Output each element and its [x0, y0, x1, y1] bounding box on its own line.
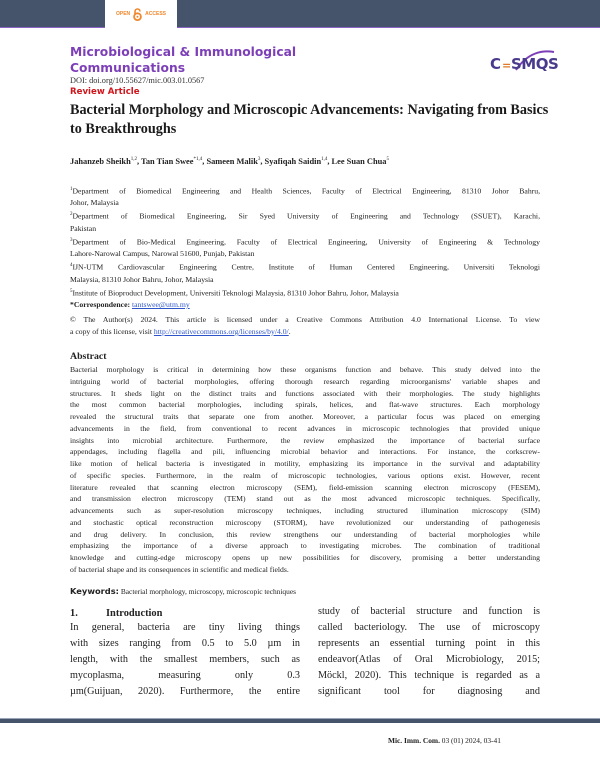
author-name: Lee Suan Chua — [331, 157, 387, 166]
affiliation-text: Malaysia, 81310 Johor Bahru, Johor, Malaysia — [70, 274, 214, 284]
svg-text:C: C — [490, 55, 501, 73]
header-bar — [0, 0, 600, 28]
correspondence — [70, 299, 540, 311]
affiliation-text: IJN-UTM Cardiovascular Engineering Centre, Institute of Human Centered Engineering, Universiti Teknologi — [72, 262, 540, 272]
affiliation-text: Lahore-Narowal Campus, Narowal 51600, Punjab, Pakistan — [70, 249, 255, 259]
text-line: literature revealed that scanning electron microscopy (SEM), field-emission scanning electron microscopy (FESEM), — [70, 482, 540, 492]
author-list: Jahanzeb Sheikh$^{1,2}$, Tan Tian Swee$^{*1,4}$, Sameen Malik$^3$, Syafiqah Saidin$^{1,4}$, Lee Suan Chua$^5$ — [70, 157, 389, 166]
text-line: significant tool for diagnosing and — [318, 686, 540, 697]
affiliation-line — [70, 223, 540, 235]
text-line: like motion of helical bacteria is investigated in motility, emphasizing its importance in the survival and adaptability — [70, 459, 540, 468]
open-access-label-access: ACCESS — [145, 11, 166, 17]
affiliation-line — [70, 286, 540, 299]
text-line: the most common bacterial morphologies, including spirals, helices, and flat-wave structures. Each morphology — [70, 400, 540, 410]
section-heading-introduction — [70, 608, 162, 619]
author-name: Syafiqah Saidin — [264, 157, 322, 166]
text-line: intriguing world of bacterial morphologies, offering thorough research regarding microorganisms' variable shapes and — [70, 376, 540, 386]
keywords — [70, 586, 296, 596]
text-line: and transmission electron microscopy (TEM) stand out as the most advanced microscopic techniques. Specifically, — [70, 494, 540, 504]
text-line: with sizes ranging from 0.5 to 5.0 µm in — [70, 638, 300, 649]
section-number: 1. — [70, 608, 78, 619]
open-lock-icon — [132, 8, 143, 21]
affiliation-line — [70, 209, 540, 222]
affiliation-line — [70, 235, 540, 248]
text-line: appendages, including flagella and pili, influencing microbial behavior and interactions. For instance, the corkscrew- — [70, 447, 540, 457]
license-notice — [70, 314, 540, 338]
open-access-badge — [105, 0, 177, 28]
footer-citation — [388, 736, 501, 745]
affiliation-number: 1 — [70, 187, 73, 192]
affiliation-text: Johor, Malaysia — [70, 198, 119, 208]
affiliation-line — [70, 197, 540, 209]
text-line: length, with the smallest members, such as — [70, 654, 300, 665]
text-line: called bacteriology. The use of microscopy — [318, 622, 540, 633]
text-line: Möckl, 2020). This technique is regarded as a — [318, 670, 540, 681]
affiliation-line — [70, 184, 540, 197]
affiliation-line — [70, 260, 540, 273]
license-text: a copy of this license, visit — [70, 326, 154, 336]
author-name: Tan Tian Swee — [141, 157, 194, 166]
license-period: . — [288, 326, 291, 336]
text-line: of specific species. Furthermore, in the realm of microscopic technologies, various options exist. However, recent — [70, 470, 540, 480]
text-line: knowledge and cutting-edge microscopy opens up new possibilities for discovery, promising a better understanding — [70, 553, 540, 562]
author-affiliation-mark: *1,4 — [193, 157, 203, 163]
affiliation-line — [70, 248, 540, 260]
affiliation-number: 2 — [70, 212, 73, 218]
affiliation-line — [70, 274, 540, 286]
intro-right-column — [318, 604, 540, 700]
text-line: advancements in the field, from conventional to recent advances in microscopic technologies that provided unique — [70, 423, 540, 433]
text-line: study of bacterial structure and function is — [318, 606, 540, 617]
text-line: insights into microbial architecture. Furthermore, the review emphasized the importance of bacterial surface — [70, 435, 540, 445]
text-line: of bacterial shape and its consequences in scientific and medical fields. — [70, 564, 289, 574]
intro-left-column — [70, 620, 300, 700]
journal-name — [70, 44, 296, 76]
text-line: endeavor(Atlas of Oral Microbiology, 2015; — [318, 654, 540, 665]
svg-text:=: = — [502, 59, 511, 72]
affiliation-text: Department of Biomedical Engineering, Sir Syed University of Engineering and Technology (SSUET), Karachi, — [72, 211, 540, 221]
text-line: µm(Guijuan, 2020). Furthermore, the entire — [70, 686, 300, 697]
author-name: Sameen Malik — [206, 157, 258, 166]
license-line: © The Author(s) 2024. This article is licensed under a Creative Commons Attribution 4.0 International License. To view — [70, 315, 540, 324]
text-line: advancements such as super-resolution microscopy techniques, including structured illumination microscopy (SIM) — [70, 506, 540, 515]
affiliation-text: Institute of Bioproduct Development, Universiti Teknologi Malaysia, 81310 Johor Bahru, Johor, Malaysia — [72, 288, 399, 298]
abstract-body — [70, 364, 540, 576]
author-affiliation-mark: 1,2 — [130, 157, 137, 163]
correspondence-email[interactable]: tantswee@utm.my — [132, 299, 190, 309]
text-line: and drug delivery. In conclusion, this review strengthens our understanding of bacterial morphologies while — [70, 529, 540, 539]
citation-volume: 03 (01) 2024, 03-41 — [439, 736, 501, 745]
journal-name-line2: Communications — [70, 61, 186, 75]
cosmos-logo — [488, 48, 563, 80]
affiliations — [70, 184, 540, 311]
text-line: structures. It sheds light on the distinct traits and functions associated with their morphologies. The study highlights — [70, 388, 540, 398]
author-name: Jahanzeb Sheikh — [70, 157, 131, 166]
keywords-text: Bacterial morphology, microscopy, microscopic techniques — [120, 587, 296, 596]
footer-bar — [0, 718, 600, 723]
affiliation-number: 4 — [70, 263, 73, 269]
author-affiliation-mark: 5 — [386, 157, 389, 163]
svg-text:SMQS: SMQS — [511, 55, 559, 73]
text-line: represents an essential turning point in this — [318, 638, 540, 649]
open-access-label-open: OPEN — [115, 11, 131, 17]
license-link[interactable]: http://creativecommons.org/licenses/by/4.0/ — [153, 326, 289, 336]
doi: DOI: doi.org/10.55627/mic.003.01.0567 — [70, 76, 205, 85]
text-line: mycoplasma, measuring only 0.3 — [70, 670, 300, 681]
affiliation-text: Department of Bio-Medical Engineering, Faculty of Electrical Engineering, University of Engineering & Technology — [72, 237, 540, 247]
abstract-heading: Abstract — [70, 351, 107, 362]
article-title: Bacterial Morphology and Microscopic Advancements: Navigating from Basics to Breakthroughs — [70, 102, 549, 137]
text-line: revealed the structural traits that separate one from another. Moreover, a particular focus was placed on emerging — [70, 412, 540, 421]
author-affiliation-mark: 3 — [257, 157, 261, 163]
keywords-label: Keywords: — [70, 586, 119, 596]
text-line: emphasizing the importance of a diverse approach to investigating microbes. The combination of traditional — [70, 541, 540, 551]
text-line: Bacterial morphology is critical in determining how these organisms function and behave. This study delved into the — [70, 365, 540, 374]
article-type: Review Article — [70, 87, 140, 97]
affiliation-number: 3 — [70, 237, 73, 243]
text-line: and stochastic optical reconstruction microscopy (STORM), have revolutionized our understanding of pathogenesis — [70, 517, 540, 527]
correspondence-label: *Correspondence: — [70, 299, 131, 309]
citation-journal: Mic. Imm. Com. — [388, 736, 440, 745]
journal-name-line1: Microbiological & Immunological — [70, 45, 297, 59]
affiliation-number: 5 — [70, 288, 73, 294]
affiliation-text: Pakistan — [70, 223, 97, 233]
author-affiliation-mark: 1,4 — [321, 157, 328, 163]
section-title: Introduction — [106, 608, 163, 619]
affiliation-text: Department of Biomedical Engineering and Health Sciences, Faculty of Electrical Engineering, 81310 Johor Bahru, — [72, 186, 540, 196]
text-line: In general, bacteria are tiny living things — [70, 622, 300, 633]
